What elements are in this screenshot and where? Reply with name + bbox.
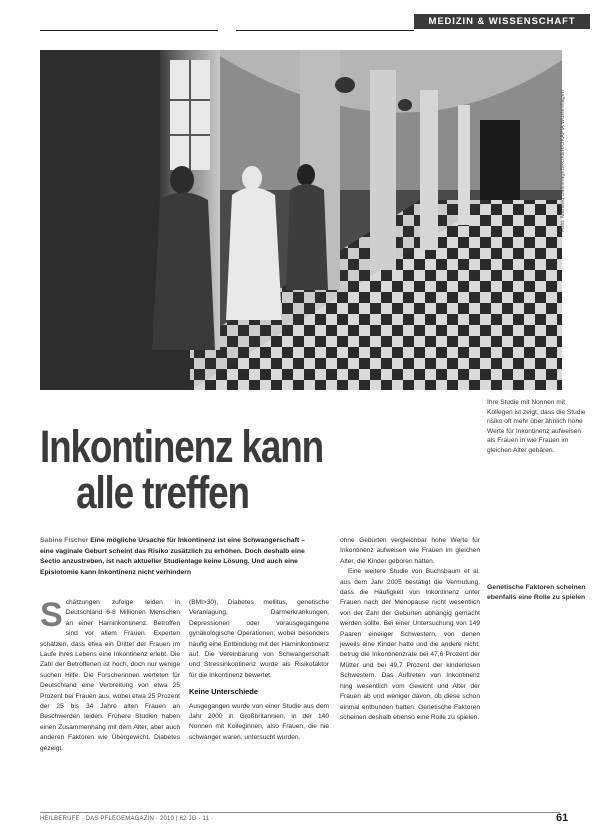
header-rule-left <box>40 30 218 31</box>
column-2-text: (BMI>30), Diabetes mellitus, genetische Veranlagung, Darmerkrankungen, Depressionen oder vorausgegangene gynäkologische Operationen, wobei besonders häufig eine Entbindung mit der Harninkontinenz auf. Die Vereinbarung von Schwangerschaft und Stressinkontinenz wurde als Risikofaktor für die Inkontinenz bewertet. <box>189 599 329 679</box>
body-column-3 <box>340 536 480 723</box>
cloister-photo-illustration <box>40 50 562 390</box>
column-1-text: chätzungen zufolge leiden in Deutschland 6-8 Millionen Menschen an einer Harninkontinenz. Betroffen sind vor allem Frauen. Experten schätzen, dass etwa ein Drittel der Frauen im Laufe ihres Lebens eine Inkontinenz erlebt. Die Zahl der Betroffenen ist hoch, doch nur wenige suchen Hilfe. Die Forscherinnen werteten für Deutschland eine Verbreitung von etwa 25 Prozent bei Frauen aus, wobei etwa 25 Prozent der 25 bis 34 Jahre alten Frauen an Beschwerden leiden. Frühere Studien haben einen Zusammenhang mit dem Alter, aber auch anderen Faktoren wie Übergewicht, Diabetes gezeigt. <box>40 599 180 752</box>
headline-line-2: alle treffen <box>76 467 249 518</box>
author-name: Sabine Fischer <box>40 537 89 544</box>
body-column-2 <box>189 598 329 743</box>
drop-cap: S <box>40 596 63 634</box>
article-photo <box>40 50 562 390</box>
subheading: Keine Unterschiede <box>189 687 259 697</box>
column-2-text-2: Ausgegangen wurde von einer Studie aus dem Jahr 2000 in Großbritannien, in der 140 Nonnen mit Kolleginnen, also Frauen, die nie schwanger waren, untersucht wurden. <box>189 702 329 741</box>
section-tag: MEDIZIN & WISSENSCHAFT <box>414 14 590 29</box>
lead-text: Eine mögliche Ursache für Inkontinenz ist eine Schwangerschaft – eine vaginale Geburt scheint das Risiko zusätzlich zu erhöhen. Doch deshalb eine Sectio anzustreben, ist nach aktueller Studienlage keine Lösung. Und auch eine Episiotomie kann Inkontinenz nicht verhindern <box>40 537 305 576</box>
headline <box>40 421 401 518</box>
headline-line-1: Inkontinenz kann <box>40 421 324 472</box>
column-3-text: ohne Geburten vergleichbar hohe Werte für Inkontinenz aufweisen wie Frauen im gleichen Alter, die Kinder geboren hatten. <box>340 537 480 565</box>
photo-caption: Ihre Studie mit Nonnen mit Kollegen ist zeigt, dass die Studie risiko oft mehr über ähnlich hohe Werte für Inkontinenz aufweisen als Frauen in wie Frauen im gleichen Alter gebären. <box>487 399 586 454</box>
header-rule-right <box>236 30 414 31</box>
page-number: 61 <box>556 812 569 824</box>
body-column-1 <box>40 598 180 754</box>
pull-quote: Genetische Faktoren scheinen ebenfalls eine Rolle zu spielen <box>487 584 586 601</box>
photo-credit: Foto: Manfred Bail/imageBROKER/OKAPIA Wüstenhagen <box>560 90 566 232</box>
footer-rule <box>40 812 560 813</box>
column-3-text-2: Eine weitere Studie von Buchsbaum et al. aus dem Jahr 2005 bestätigt die Vermutung, dass die Häufigkeit von Inkontinenz unter Frauen nach der Menopause nicht wesentlich von der Zahl der Geburten abhängig gemacht werden sollte. Bei einer Untersuchung von 149 Paaren eineiiger Schwestern, von denen jeweils eine Kinder hatte und die andere nicht, betrug die Inkontinenzrate bei 47,6 Prozent der Mütter und bei 49,7 Prozent der kinderlosen Schwestern. Das Auftreten von Inkontinenz hing wesentlich vom Gewicht und Alter der Frauen ab und weniger davon, ob diese schon einmal entbunden hatten. Genetische Faktoren scheinen deshalb ebenso eine Rolle zu spielen. <box>340 568 480 721</box>
lead-paragraph <box>40 536 308 578</box>
footer-publication: HEILBERUFE · DAS PFLEGEMAGAZIN · 2010 | 62 JG · 11 · <box>40 816 214 822</box>
